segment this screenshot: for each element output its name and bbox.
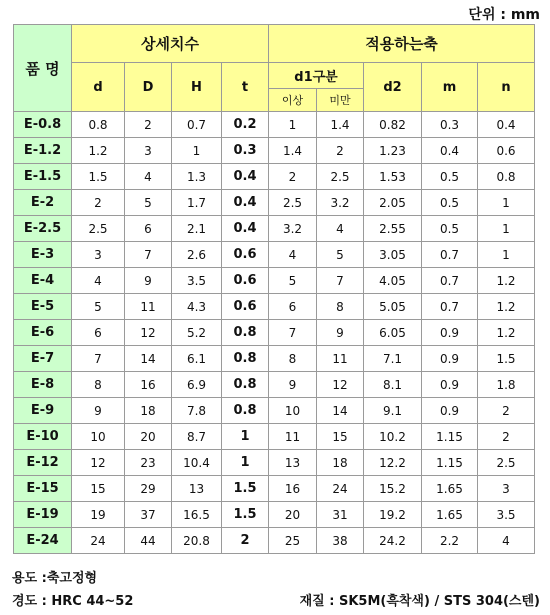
part-name-cell: E-8 [14, 372, 72, 398]
value-cell: 1.15 [422, 424, 478, 450]
table-row [14, 112, 535, 138]
header-d1: d1구분 [269, 63, 364, 89]
value-cell: 1 [222, 424, 269, 450]
value-cell: 0.9 [422, 346, 478, 372]
value-cell: 38 [317, 528, 364, 554]
value-cell: 9.1 [364, 398, 422, 424]
value-cell: 2 [478, 424, 535, 450]
value-cell: 1 [269, 112, 317, 138]
value-cell: 3.5 [172, 268, 222, 294]
value-cell: 16 [125, 372, 172, 398]
value-cell: 0.6 [222, 294, 269, 320]
table-row [14, 372, 535, 398]
header-m: m [422, 63, 478, 112]
value-cell: 5.2 [172, 320, 222, 346]
table-row [14, 476, 535, 502]
value-cell: 6 [72, 320, 125, 346]
value-cell: 1.8 [478, 372, 535, 398]
value-cell: 2.55 [364, 216, 422, 242]
value-cell: 9 [72, 398, 125, 424]
value-cell: 0.4 [422, 138, 478, 164]
value-cell: 20 [269, 502, 317, 528]
value-cell: 24 [72, 528, 125, 554]
value-cell: 1.5 [72, 164, 125, 190]
unit-label: 단위 : mm [468, 7, 540, 23]
header-H: H [172, 63, 222, 112]
value-cell: 10 [72, 424, 125, 450]
header-d: d [72, 63, 125, 112]
value-cell: 14 [317, 398, 364, 424]
value-cell: 12 [317, 372, 364, 398]
table-row [14, 242, 535, 268]
value-cell: 1.15 [422, 450, 478, 476]
value-cell: 0.82 [364, 112, 422, 138]
value-cell: 2 [269, 164, 317, 190]
value-cell: 2.6 [172, 242, 222, 268]
table-row [14, 398, 535, 424]
part-name-cell: E-10 [14, 424, 72, 450]
table-row [14, 424, 535, 450]
value-cell: 0.9 [422, 372, 478, 398]
part-name-cell: E-6 [14, 320, 72, 346]
value-cell: 4 [317, 216, 364, 242]
part-name-cell: E-12 [14, 450, 72, 476]
value-cell: 12.2 [364, 450, 422, 476]
table-row [14, 216, 535, 242]
value-cell: 1.2 [478, 294, 535, 320]
value-cell: 6 [269, 294, 317, 320]
value-cell: 13 [269, 450, 317, 476]
value-cell: 1.65 [422, 476, 478, 502]
value-cell: 18 [125, 398, 172, 424]
value-cell: 23 [125, 450, 172, 476]
header-d1-min: 이상 [269, 89, 317, 112]
value-cell: 1.23 [364, 138, 422, 164]
part-name-cell: E-24 [14, 528, 72, 554]
value-cell: 2.5 [269, 190, 317, 216]
value-cell: 44 [125, 528, 172, 554]
value-cell: 8 [317, 294, 364, 320]
value-cell: 5 [317, 242, 364, 268]
part-name-cell: E-1.2 [14, 138, 72, 164]
value-cell: 0.5 [422, 164, 478, 190]
value-cell: 4 [269, 242, 317, 268]
header-name: 품 명 [14, 25, 72, 112]
value-cell: 14 [125, 346, 172, 372]
value-cell: 4 [478, 528, 535, 554]
value-cell: 5 [72, 294, 125, 320]
value-cell: 1.4 [317, 112, 364, 138]
value-cell: 0.6 [222, 242, 269, 268]
value-cell: 0.9 [422, 320, 478, 346]
value-cell: 1 [172, 138, 222, 164]
header-shaft-group: 적용하는축 [269, 25, 535, 63]
value-cell: 5.05 [364, 294, 422, 320]
value-cell: 3 [125, 138, 172, 164]
value-cell: 9 [269, 372, 317, 398]
table-row [14, 320, 535, 346]
value-cell: 12 [72, 450, 125, 476]
value-cell: 7 [72, 346, 125, 372]
table-row [14, 528, 535, 554]
value-cell: 0.6 [478, 138, 535, 164]
value-cell: 8 [269, 346, 317, 372]
value-cell: 1.53 [364, 164, 422, 190]
value-cell: 1.4 [269, 138, 317, 164]
value-cell: 2 [125, 112, 172, 138]
header-D: D [125, 63, 172, 112]
header-n: n [478, 63, 535, 112]
header-d2: d2 [364, 63, 422, 112]
value-cell: 2.2 [422, 528, 478, 554]
table-row [14, 294, 535, 320]
value-cell: 37 [125, 502, 172, 528]
value-cell: 0.8 [72, 112, 125, 138]
value-cell: 0.8 [478, 164, 535, 190]
table-row [14, 268, 535, 294]
value-cell: 4 [72, 268, 125, 294]
value-cell: 0.9 [422, 398, 478, 424]
value-cell: 0.2 [222, 112, 269, 138]
value-cell: 4.3 [172, 294, 222, 320]
value-cell: 18 [317, 450, 364, 476]
value-cell: 0.3 [222, 138, 269, 164]
value-cell: 1.2 [478, 320, 535, 346]
value-cell: 1 [478, 242, 535, 268]
value-cell: 3 [478, 476, 535, 502]
table-row [14, 450, 535, 476]
value-cell: 11 [269, 424, 317, 450]
value-cell: 0.8 [222, 372, 269, 398]
value-cell: 3 [72, 242, 125, 268]
value-cell: 1.7 [172, 190, 222, 216]
value-cell: 11 [125, 294, 172, 320]
value-cell: 20.8 [172, 528, 222, 554]
value-cell: 0.8 [222, 398, 269, 424]
table-row [14, 164, 535, 190]
value-cell: 0.3 [422, 112, 478, 138]
value-cell: 6 [125, 216, 172, 242]
value-cell: 16.5 [172, 502, 222, 528]
value-cell: 9 [125, 268, 172, 294]
value-cell: 10 [269, 398, 317, 424]
part-name-cell: E-15 [14, 476, 72, 502]
header-dims-group: 상세치수 [72, 25, 269, 63]
value-cell: 29 [125, 476, 172, 502]
value-cell: 4 [125, 164, 172, 190]
value-cell: 8.1 [364, 372, 422, 398]
table-row [14, 138, 535, 164]
value-cell: 0.8 [222, 320, 269, 346]
part-name-cell: E-2 [14, 190, 72, 216]
value-cell: 0.6 [222, 268, 269, 294]
value-cell: 2.5 [317, 164, 364, 190]
value-cell: 2.1 [172, 216, 222, 242]
value-cell: 0.4 [478, 112, 535, 138]
part-name-cell: E-5 [14, 294, 72, 320]
part-name-cell: E-2.5 [14, 216, 72, 242]
value-cell: 15.2 [364, 476, 422, 502]
value-cell: 11 [317, 346, 364, 372]
value-cell: 2 [222, 528, 269, 554]
spec-table [13, 24, 535, 554]
value-cell: 0.5 [422, 190, 478, 216]
value-cell: 1.5 [222, 502, 269, 528]
value-cell: 15 [72, 476, 125, 502]
table-row [14, 346, 535, 372]
value-cell: 31 [317, 502, 364, 528]
part-name-cell: E-19 [14, 502, 72, 528]
value-cell: 0.8 [222, 346, 269, 372]
value-cell: 9 [317, 320, 364, 346]
value-cell: 1.2 [478, 268, 535, 294]
part-name-cell: E-1.5 [14, 164, 72, 190]
value-cell: 3.5 [478, 502, 535, 528]
value-cell: 5 [269, 268, 317, 294]
value-cell: 3.2 [269, 216, 317, 242]
value-cell: 8 [72, 372, 125, 398]
value-cell: 5 [125, 190, 172, 216]
value-cell: 0.4 [222, 190, 269, 216]
value-cell: 19 [72, 502, 125, 528]
value-cell: 3.2 [317, 190, 364, 216]
table-row [14, 502, 535, 528]
value-cell: 7.8 [172, 398, 222, 424]
part-name-cell: E-9 [14, 398, 72, 424]
value-cell: 10.2 [364, 424, 422, 450]
value-cell: 7.1 [364, 346, 422, 372]
header-t: t [222, 63, 269, 112]
value-cell: 1.65 [422, 502, 478, 528]
value-cell: 24.2 [364, 528, 422, 554]
value-cell: 0.5 [422, 216, 478, 242]
value-cell: 0.7 [422, 294, 478, 320]
value-cell: 0.7 [422, 268, 478, 294]
value-cell: 3.05 [364, 242, 422, 268]
header-d1-max: 미만 [317, 89, 364, 112]
value-cell: 1 [222, 450, 269, 476]
value-cell: 2.05 [364, 190, 422, 216]
usage-note: 용도 :축고정형 [12, 571, 98, 586]
value-cell: 25 [269, 528, 317, 554]
value-cell: 20 [125, 424, 172, 450]
value-cell: 6.1 [172, 346, 222, 372]
value-cell: 7 [317, 268, 364, 294]
value-cell: 0.7 [172, 112, 222, 138]
value-cell: 1 [478, 216, 535, 242]
hardness-note: 경도 : HRC 44~52 [12, 594, 134, 609]
value-cell: 2 [317, 138, 364, 164]
material-note: 재질 : SK5M(흑착색) / STS 304(스텐) [299, 594, 540, 609]
value-cell: 13 [172, 476, 222, 502]
value-cell: 2.5 [72, 216, 125, 242]
value-cell: 1.5 [478, 346, 535, 372]
value-cell: 6.9 [172, 372, 222, 398]
value-cell: 1.2 [72, 138, 125, 164]
part-name-cell: E-3 [14, 242, 72, 268]
value-cell: 0.4 [222, 216, 269, 242]
value-cell: 4.05 [364, 268, 422, 294]
value-cell: 16 [269, 476, 317, 502]
part-name-cell: E-4 [14, 268, 72, 294]
value-cell: 24 [317, 476, 364, 502]
value-cell: 10.4 [172, 450, 222, 476]
table-row [14, 190, 535, 216]
value-cell: 7 [125, 242, 172, 268]
value-cell: 0.4 [222, 164, 269, 190]
value-cell: 12 [125, 320, 172, 346]
value-cell: 15 [317, 424, 364, 450]
value-cell: 8.7 [172, 424, 222, 450]
value-cell: 7 [269, 320, 317, 346]
value-cell: 1.5 [222, 476, 269, 502]
part-name-cell: E-7 [14, 346, 72, 372]
value-cell: 6.05 [364, 320, 422, 346]
part-name-cell: E-0.8 [14, 112, 72, 138]
value-cell: 1 [478, 190, 535, 216]
value-cell: 2.5 [478, 450, 535, 476]
value-cell: 1.3 [172, 164, 222, 190]
value-cell: 19.2 [364, 502, 422, 528]
value-cell: 0.7 [422, 242, 478, 268]
value-cell: 2 [478, 398, 535, 424]
value-cell: 2 [72, 190, 125, 216]
